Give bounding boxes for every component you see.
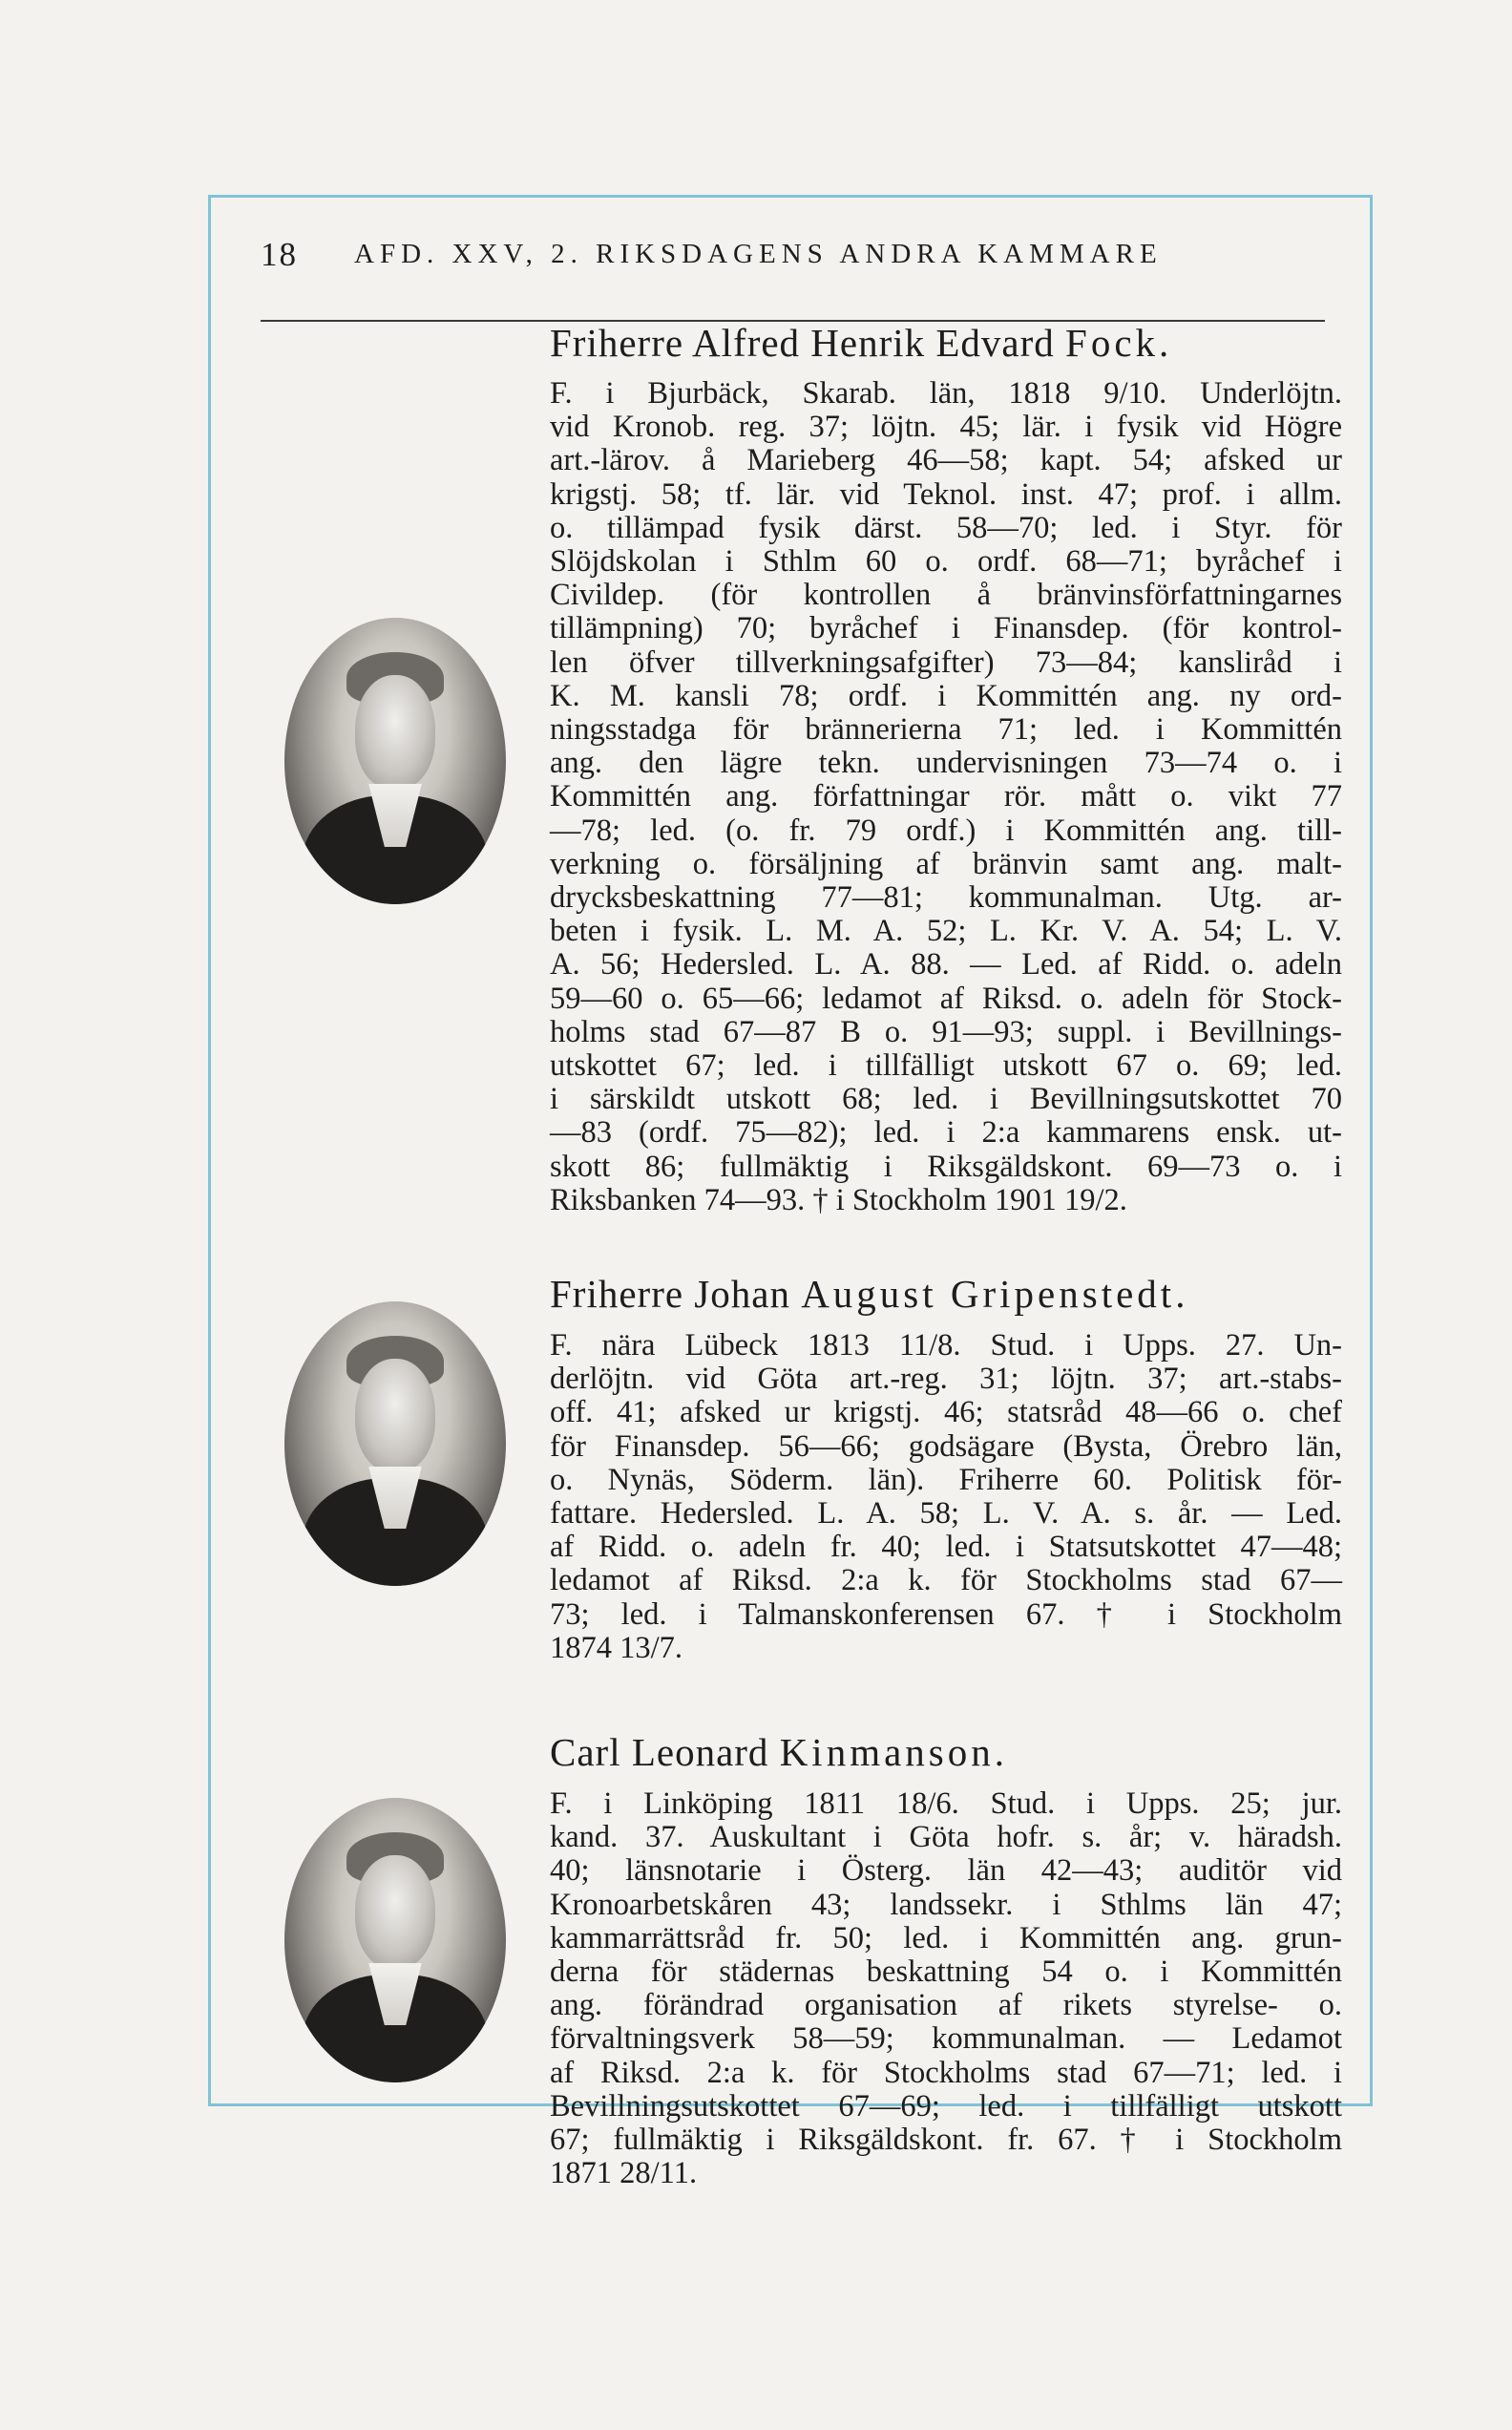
entry-line: för Finansdep. 56—66; godsägare (Bysta, Örebro län, xyxy=(550,1428,1342,1464)
entry-line: K. M. kansli 78; ordf. i Kommittén ang. ny ord- xyxy=(550,678,1342,713)
entry-line: skott 86; fullmäktig i Riksgäldskont. 69—73 o. i xyxy=(550,1149,1342,1184)
entry-line: o. tillämpad fysik därst. 58—70; led. i Styr. för xyxy=(550,510,1342,545)
page-number: 18 xyxy=(261,236,298,273)
entry-line: krigstj. 58; tf. lär. vid Teknol. inst. 47; prof. i allm. xyxy=(550,476,1342,512)
entry-line: art.-lärov. å Marieberg 46—58; kapt. 54; afsked ur xyxy=(550,443,1342,478)
entry-line: beten i fysik. L. M. A. 52; L. Kr. V. A. 54; L. V. xyxy=(550,914,1342,949)
entry-line: utskottet 67; led. i tillfälligt utskott 67 o. 69; led. xyxy=(550,1048,1342,1084)
entry-line: Slöjdskolan i Sthlm 60 o. ordf. 68—71; byråchef i xyxy=(550,544,1342,580)
entry-line: 1874 13/7. xyxy=(550,1630,683,1665)
entry-line: 59—60 o. 65—66; ledamot af Riksd. o. adeln för Stock- xyxy=(550,981,1342,1016)
entry-line: tillämpning) 70; byråchef i Finansdep. (för kontrol- xyxy=(550,611,1342,646)
entry-name: Friherre Johan August Gripenstedt. xyxy=(550,1272,1189,1316)
entry-line: Kronoarbetskåren 43; landssekr. i Sthlms län 47; xyxy=(550,1887,1342,1922)
entry-line: af Ridd. o. adeln fr. 40; led. i Statsutskottet 47—48; xyxy=(550,1530,1342,1565)
entry-line: ang. förändrad organisation af rikets styrelse- o. xyxy=(550,1988,1342,2023)
entry-line: Kommittén ang. författningar rör. mått o. vikt 77 xyxy=(550,779,1342,814)
portrait-kinmanson xyxy=(284,1798,506,2082)
entry-line: —78; led. (o. fr. 79 ordf.) i Kommittén ang. till- xyxy=(550,813,1342,848)
entry-line: 40; länsnotarie i Österg. län 42—43; auditör vid xyxy=(550,1853,1342,1889)
entry-line: F. i Bjurbäck, Skarab. län, 1818 9/10. Underlöjtn. xyxy=(550,376,1342,411)
entry-line: 73; led. i Talmanskonferensen 67. † i Stockholm xyxy=(550,1596,1342,1632)
entry-line: ledamot af Riksd. 2:a k. för Stockholms stad 67— xyxy=(550,1563,1342,1598)
entry-line: vid Kronob. reg. 37; löjtn. 45; lär. i fysik vid Högre xyxy=(550,410,1342,445)
entry-line: förvaltningsverk 58—59; kommunalman. — Ledamot xyxy=(550,2021,1342,2057)
entry-line: kand. 37. Auskultant i Göta hofr. s. år; v. häradsh. xyxy=(550,1820,1342,1855)
entry-line: o. Nynäs, Söderm. län). Friherre 60. Politisk för- xyxy=(550,1462,1342,1497)
entry-text xyxy=(550,1787,1342,2190)
entry-line: ang. den lägre tekn. undervisningen 73—74 o. i xyxy=(550,746,1342,781)
entry-line: af Riksd. 2:a k. för Stockholms stad 67—71; led. i xyxy=(550,2055,1342,2090)
entry-line: kammarrättsråd fr. 50; led. i Kommittén ang. grun- xyxy=(550,1920,1342,1955)
running-title: AFD. XXV, 2. RIKSDAGENS ANDRA KAMMARE xyxy=(354,239,1163,269)
entry-text xyxy=(550,377,1342,1217)
entry-line: Riksbanken 74—93. † i Stockholm 1901 19/2. xyxy=(550,1182,1127,1217)
entry-line: derna för städernas beskattning 54 o. i Kommittén xyxy=(550,1955,1342,1990)
entry-line: drycksbeskattning 77—81; kommunalman. Utg. ar- xyxy=(550,880,1342,916)
entry-name: Carl Leonard Kinmanson. xyxy=(550,1730,1008,1774)
entry-line: —83 (ordf. 75—82); led. i 2:a kammarens ensk. ut- xyxy=(550,1115,1342,1151)
entry-line: A. 56; Hedersled. L. A. 88. — Led. af Ridd. o. adeln xyxy=(550,947,1342,983)
entry-line: F. nära Lübeck 1813 11/8. Stud. i Upps. 27. Un- xyxy=(550,1328,1342,1363)
page-frame xyxy=(208,195,1373,2191)
running-head xyxy=(211,236,1376,293)
entry-line: 1871 28/11. xyxy=(550,2156,698,2191)
entry-line: off. 41; afsked ur krigstj. 46; statsråd 48—66 o. chef xyxy=(550,1395,1342,1430)
entry-line: verkning o. försäljning af bränvin samt ang. malt- xyxy=(550,846,1342,881)
entry-line: fattare. Hedersled. L. A. 58; L. V. A. s. år. — Led. xyxy=(550,1496,1342,1532)
entry-line: Civildep. (för kontrollen å bränvinsförfattningarnes xyxy=(550,578,1342,613)
entry-line: holms stad 67—87 B o. 91—93; suppl. i Bevillnings- xyxy=(550,1014,1342,1049)
entry-line: i särskildt utskott 68; led. i Bevillningsutskottet 70 xyxy=(550,1082,1342,1117)
portrait-gripenstedt xyxy=(284,1301,506,1586)
entry-line: ningsstadga för brännerierna 71; led. i Kommittén xyxy=(550,712,1342,748)
entry-line: Bevillningsutskottet 67—69; led. i tillfälligt utskott xyxy=(550,2088,1342,2124)
entry-text xyxy=(550,1329,1342,1665)
portrait-fock xyxy=(284,618,506,904)
entry-line: F. i Linköping 1811 18/6. Stud. i Upps. 25; jur. xyxy=(550,1786,1342,1821)
entry-line: len öfver tillverkningsafgifter) 73—84; kansliråd i xyxy=(550,644,1342,680)
entry-name: Friherre Alfred Henrik Edvard Fock. xyxy=(550,321,1173,365)
entry-line: derlöjtn. vid Göta art.-reg. 31; löjtn. 37; art.-stabs- xyxy=(550,1362,1342,1397)
entry-line: 67; fullmäktig i Riksgäldskont. fr. 67. † i Stockholm xyxy=(550,2123,1342,2158)
